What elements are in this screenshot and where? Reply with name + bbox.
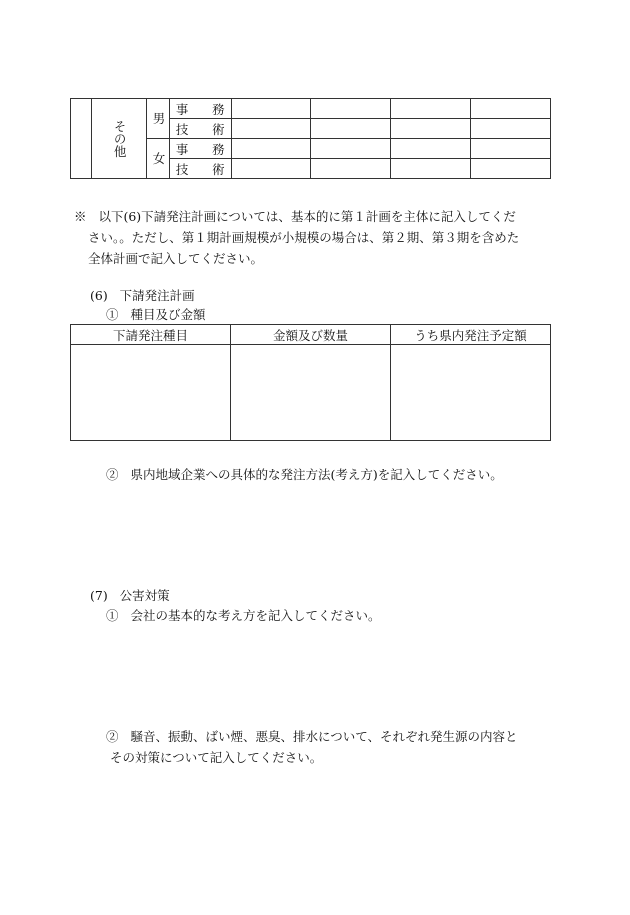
row-label: 技 術 (169, 159, 231, 179)
note-line-2: さい。。ただし、第１期計画規模が小規模の場合は、第２期、第３期を含めた (88, 230, 520, 245)
section-7-item-1: ① 会社の基本的な考え方を記入してください。 (106, 608, 381, 623)
section-6-heading: (6) 下請発注計画 (90, 288, 195, 303)
row-label: 技 術 (169, 119, 231, 139)
table-cell[interactable] (471, 99, 551, 119)
female-label: 女 (147, 139, 170, 179)
section-7-heading: (7) 公害対策 (90, 588, 170, 603)
table-cell[interactable] (231, 99, 311, 119)
table-cell[interactable] (391, 159, 471, 179)
table-cell[interactable] (311, 99, 391, 119)
note-line-1: 以下(6)下請発注計画については、基本的に第１計画を主体に記入してくだ (98, 209, 516, 224)
table-cell[interactable] (391, 345, 551, 441)
table-cell[interactable] (391, 119, 471, 139)
group-label: その他 (92, 99, 147, 179)
table-cell[interactable] (311, 159, 391, 179)
row-label: 事 務 (169, 139, 231, 159)
table-cell[interactable] (311, 119, 391, 139)
table-cell[interactable] (471, 139, 551, 159)
row-label: 事 務 (169, 99, 231, 119)
col-header-item: 下請発注種目 (71, 325, 231, 345)
answer-area-7-2[interactable] (106, 772, 556, 882)
section-6-item-1: ① 種目及び金額 (106, 307, 206, 322)
note-mark: ※ (74, 209, 87, 224)
table-cell[interactable] (231, 139, 311, 159)
male-label: 男 (147, 99, 170, 139)
table-cell[interactable] (471, 159, 551, 179)
table-blank-cell (71, 99, 92, 179)
table-cell[interactable] (231, 345, 391, 441)
table-cell[interactable] (231, 159, 311, 179)
table-cell[interactable] (231, 119, 311, 139)
col-header-prefecture: うち県内発注予定額 (391, 325, 551, 345)
answer-area-6-2[interactable] (106, 486, 556, 576)
note-line-3: 全体計画で記入してください。 (88, 251, 264, 266)
note-block (74, 206, 574, 269)
col-header-amount: 金額及び数量 (231, 325, 391, 345)
subcontract-table (70, 324, 551, 441)
section-6-item-2: ② 県内地域企業への具体的な発注方法(考え方)を記入してください。 (106, 467, 503, 482)
table-cell[interactable] (71, 345, 231, 441)
table-cell[interactable] (391, 139, 471, 159)
staff-table (70, 98, 551, 179)
section-7-item-2: ② 騒音、振動、ばい煙、悪臭、排水について、それぞれ発生源の内容と その対策について記入してください。 (106, 729, 518, 765)
table-cell[interactable] (311, 139, 391, 159)
table-cell[interactable] (391, 99, 471, 119)
answer-area-7-1[interactable] (106, 628, 556, 718)
table-cell[interactable] (471, 119, 551, 139)
